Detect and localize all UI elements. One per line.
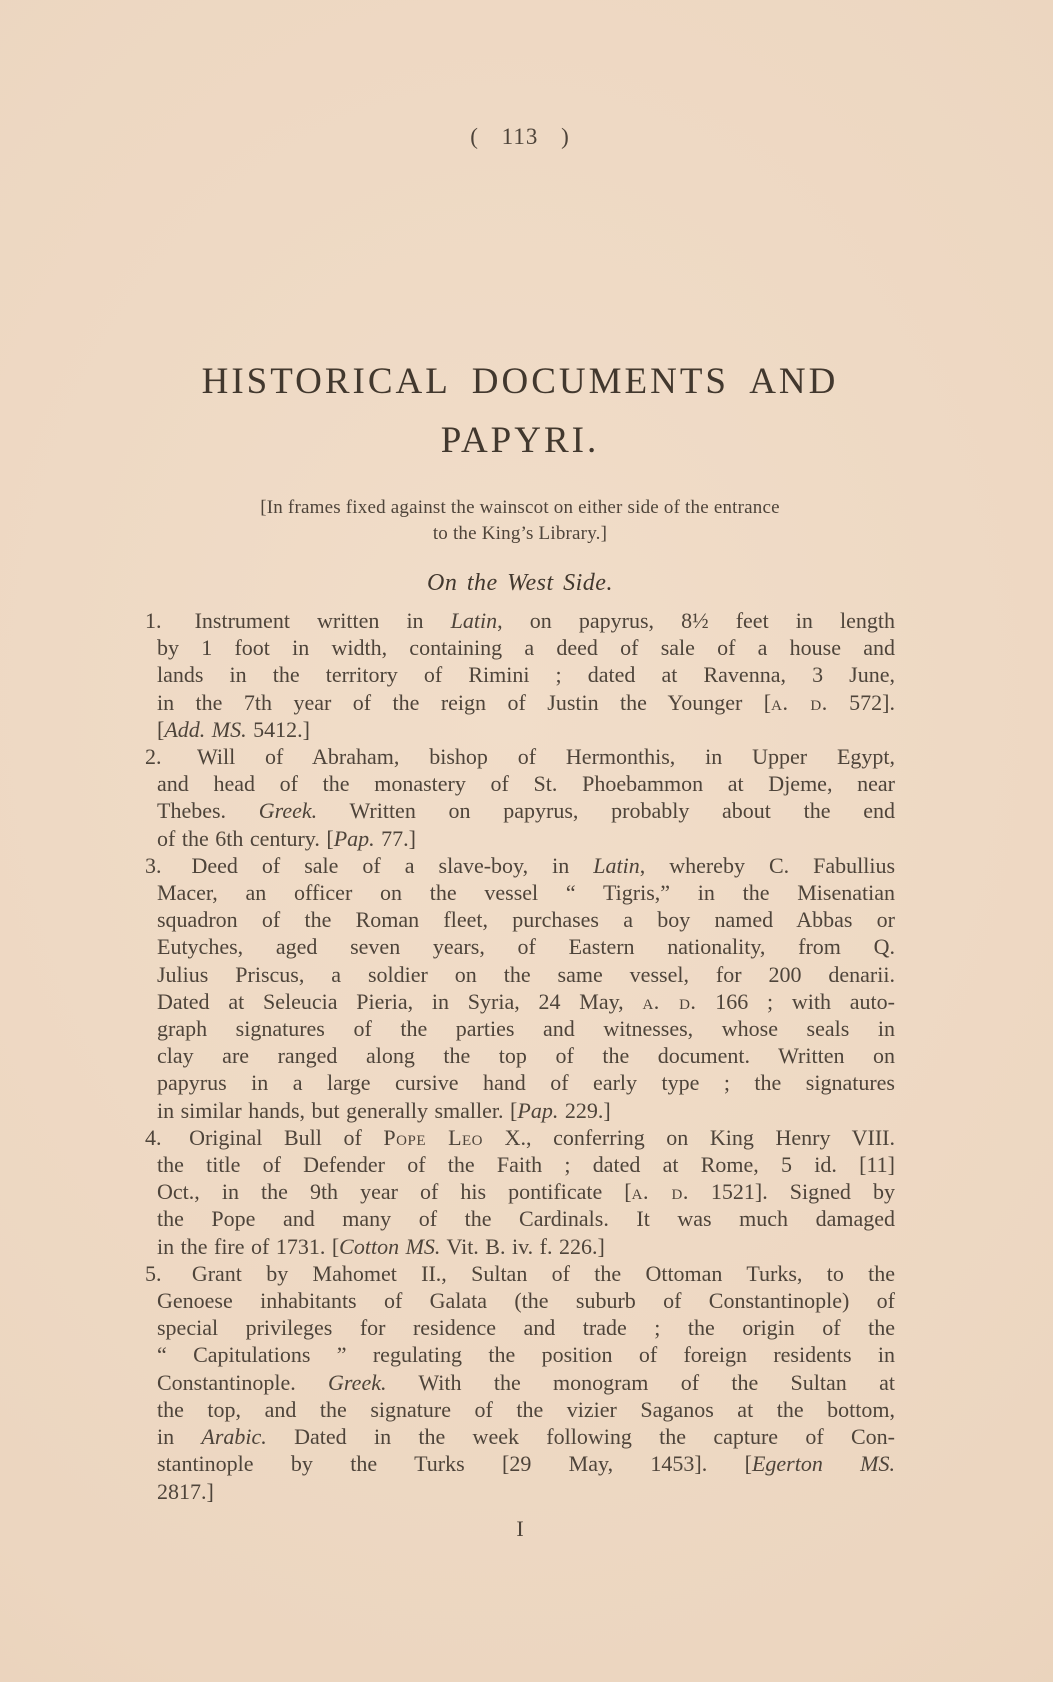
body-text: 166 ; with auto- <box>696 988 895 1014</box>
body-line <box>157 689 895 716</box>
italic-text: Add. MS. <box>164 716 247 742</box>
body-line <box>157 1178 895 1205</box>
body-text: 229.] <box>558 1097 611 1123</box>
body-line <box>157 634 895 661</box>
body-text: stantinople by the Turks [29 May, 1453]. [ <box>157 1451 752 1477</box>
smallcaps-text: a. d. <box>631 1179 689 1205</box>
body-text: of the 6th century. [ <box>157 825 334 851</box>
italic-text: Pap. <box>517 1097 559 1123</box>
body-line <box>145 1260 895 1287</box>
body-text: special privileges for residence and trade ; the origin of the <box>157 1315 895 1341</box>
body-text: Julius Priscus, a soldier on the same vessel, for 200 denarii. <box>157 961 895 987</box>
body-line <box>157 1369 895 1396</box>
body-line <box>145 607 895 634</box>
italic-text: Latin <box>450 608 498 633</box>
body-text: Grant by Mahomet II., Sultan of the Ottoman Turks, to the <box>191 1260 896 1286</box>
italic-text: Cotton MS. <box>339 1233 441 1259</box>
body-text: papyrus in a large cursive hand of early type ; the signatures <box>157 1070 895 1096</box>
italic-text: Pap. <box>333 825 375 851</box>
body-line <box>157 770 895 797</box>
body-text: Dated in the week following the capture of Con- <box>266 1424 895 1450</box>
body-text: lands in the territory of Rimini ; dated at Ravenna, 3 June, <box>157 662 895 688</box>
italic-text: Arabic. <box>201 1424 267 1450</box>
body-line <box>157 1233 895 1260</box>
body-text: the title of Defender of the Faith ; dated at Rome, 5 id. [11] <box>157 1152 895 1178</box>
body-line <box>157 906 895 933</box>
body-text: in <box>157 1424 202 1450</box>
body-text: the top, and the signature of the vizier Saganos at the bottom, <box>157 1396 895 1422</box>
entry-number: 3. <box>145 852 162 878</box>
body-text: Eutyches, aged seven years, of Eastern nationality, from Q. <box>157 934 895 960</box>
body-line <box>157 1450 895 1477</box>
body-text: the Pope and many of the Cardinals. It was much damaged <box>157 1206 895 1232</box>
body-line <box>157 1205 895 1232</box>
location-note-line-1: [In frames fixed against the wainscot on either side of the entrance <box>260 497 780 518</box>
body-text: and head of the monastery of St. Phoebammon at Djeme, near <box>157 771 895 797</box>
body-text: Genoese inhabitants of Galata (the suburb of Constantinople) of <box>157 1288 895 1314</box>
body-line <box>157 988 895 1015</box>
body-text: in the fire of 1731. [ <box>157 1233 340 1259</box>
body-text: , whereby C. Fabullius <box>639 852 896 878</box>
body-text: Constantinople. <box>157 1369 329 1395</box>
body-line <box>157 1341 895 1368</box>
body-text: graph signatures of the parties and witnesses, whose seals in <box>157 1016 895 1042</box>
body-text: Dated at Seleucia Pieria, in Syria, 24 May, <box>157 988 643 1014</box>
body-line <box>157 1314 895 1341</box>
body-text: 572]. <box>827 689 896 715</box>
body-line <box>157 1097 895 1124</box>
body-line <box>157 1423 895 1450</box>
italic-text: Greek. <box>328 1369 387 1395</box>
body-text: Written on papyrus, probably about the end <box>317 798 895 824</box>
body-text: Thebes. <box>157 798 259 824</box>
body-text: 2817.] <box>157 1478 214 1504</box>
body-text: Macer, an officer on the vessel “ Tigris,” in the Misenatian <box>157 880 895 906</box>
section-heading: On the West Side. <box>427 570 613 596</box>
body-text: Instrument written in <box>194 608 451 633</box>
italic-text: Greek. <box>258 798 318 824</box>
signature-mark: I <box>516 1516 524 1541</box>
smallcaps-text: Pope Leo <box>383 1124 484 1150</box>
body-line <box>145 743 895 770</box>
body-line <box>157 825 895 852</box>
body-line <box>157 1287 895 1314</box>
body-line <box>157 933 895 960</box>
body-text: 77.] <box>374 825 416 851</box>
body-line <box>157 1015 895 1042</box>
body-line <box>157 961 895 988</box>
body-line <box>157 797 895 824</box>
entry-number: 5. <box>145 1260 162 1286</box>
smallcaps-text: a. d. <box>642 988 697 1014</box>
body-text: 1521]. Signed by <box>688 1179 895 1205</box>
page-title-line-1: HISTORICAL DOCUMENTS AND <box>201 361 839 402</box>
body-line <box>157 1478 895 1505</box>
page-title-line-2: PAPYRI. <box>440 420 600 461</box>
entry-number: 2. <box>145 744 162 770</box>
body-line <box>157 661 895 688</box>
body-line <box>157 716 895 743</box>
body-text: by 1 foot in width, containing a deed of sale of a house and <box>157 635 895 661</box>
body-text: in similar hands, but generally smaller. [ <box>157 1097 518 1123</box>
body-line <box>157 1069 895 1096</box>
body-text: clay are ranged along the top of the document. Written on <box>157 1043 895 1069</box>
smallcaps-text: a. d. <box>771 689 828 715</box>
location-note-line-2: to the King’s Library.] <box>432 523 608 544</box>
body-text: With the monogram of the Sultan at <box>386 1369 895 1395</box>
body-text: X., conferring on King Henry VIII. <box>483 1124 895 1150</box>
body-text: “ Capitulations ” regulating the position of foreign residents in <box>157 1342 895 1368</box>
italic-text: Latin <box>593 852 640 878</box>
body-text: [ <box>157 716 165 742</box>
body-text: Deed of sale of a slave-boy, in <box>191 852 594 878</box>
body-text: squadron of the Roman fleet, purchases a boy named Abbas or <box>157 907 895 933</box>
body-line <box>145 852 895 879</box>
body-text: Original Bull of <box>189 1124 384 1150</box>
body-text: Will of Abraham, bishop of Hermonthis, in Upper Egypt, <box>196 744 895 770</box>
body-text: Oct., in the 9th year of his pontificate [ <box>157 1179 632 1205</box>
page-number: ( 113 ) <box>470 124 570 149</box>
body-line <box>157 879 895 906</box>
body-text: , on papyrus, 8½ feet in length <box>497 608 895 633</box>
body-line <box>157 1151 895 1178</box>
italic-text: Egerton MS. <box>751 1451 895 1477</box>
entry-number: 1. <box>145 608 162 633</box>
body-line <box>157 1396 895 1423</box>
entry-number: 4. <box>145 1124 162 1150</box>
body-text: Vit. B. iv. f. 226.] <box>440 1233 605 1259</box>
entry-list <box>145 607 895 1505</box>
body-line <box>145 1124 895 1151</box>
body-text: 5412.] <box>246 716 310 742</box>
body-line <box>157 1042 895 1069</box>
body-text: in the 7th year of the reign of Justin the Younger [ <box>157 689 772 715</box>
